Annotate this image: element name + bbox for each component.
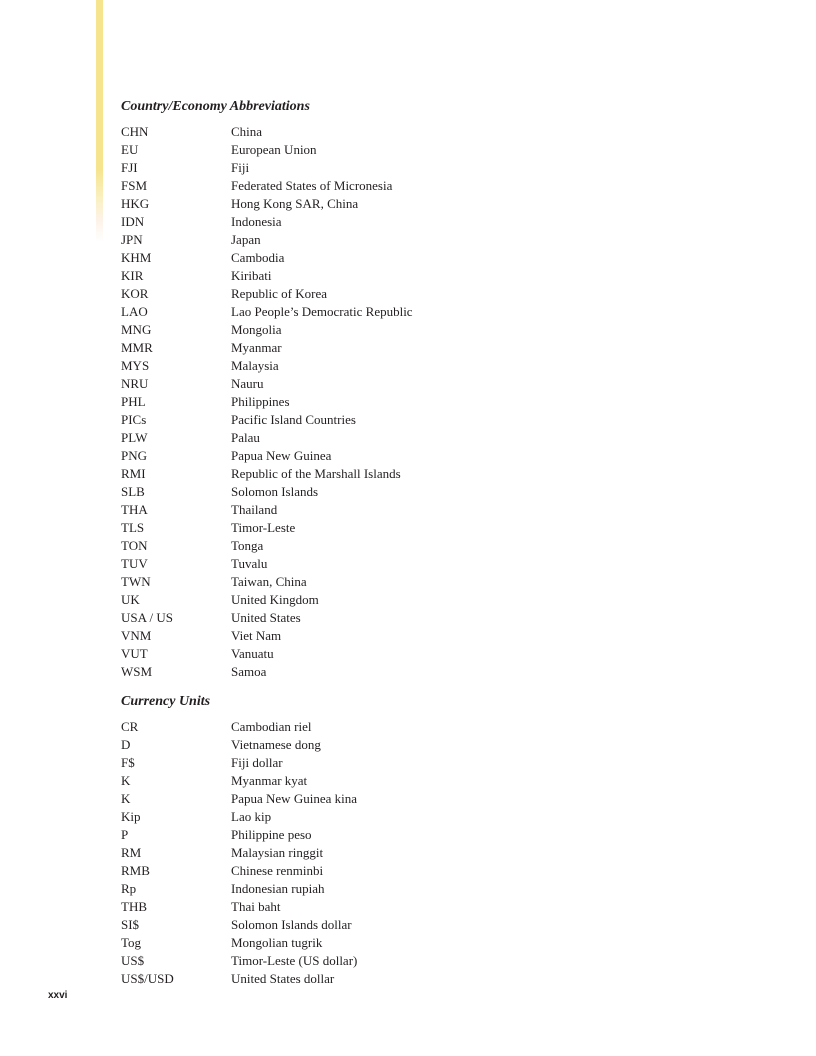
- entry-definition: Philippines: [231, 394, 290, 409]
- entry-row: [121, 826, 721, 844]
- entry-definition: European Union: [231, 142, 317, 157]
- entry-row: [121, 952, 721, 970]
- entry-abbreviation: HKG: [121, 196, 150, 211]
- entry-row: [121, 736, 721, 754]
- entry-abbreviation: Rp: [121, 881, 137, 896]
- entry-abbreviation: CHN: [121, 124, 149, 139]
- entry-row: [121, 177, 721, 195]
- entry-row: [121, 645, 721, 663]
- entry-row: [121, 357, 721, 375]
- entry-abbreviation: WSM: [121, 664, 153, 679]
- entry-abbreviation: PLW: [121, 430, 148, 445]
- entry-row: [121, 141, 721, 159]
- abbreviation-list: [121, 123, 721, 681]
- entry-abbreviation: PHL: [121, 394, 146, 409]
- section-country-economy-abbreviations: [121, 99, 721, 681]
- entry-definition: Pacific Island Countries: [231, 412, 356, 427]
- entry-definition: Myanmar: [231, 340, 282, 355]
- entry-abbreviation: VUT: [121, 646, 148, 661]
- entry-abbreviation: NRU: [121, 376, 149, 391]
- entry-definition: Timor-Leste: [231, 520, 296, 535]
- entry-abbreviation: EU: [121, 142, 139, 157]
- entry-row: [121, 321, 721, 339]
- entry-row: [121, 195, 721, 213]
- entry-definition: Hong Kong SAR, China: [231, 196, 359, 211]
- section-title-currency-units: Currency Units: [121, 694, 211, 709]
- entry-definition: Lao kip: [231, 809, 272, 824]
- entry-definition: Cambodian riel: [231, 719, 312, 734]
- entry-row: [121, 844, 721, 862]
- entry-abbreviation: RMI: [121, 466, 146, 481]
- entry-row: [121, 808, 721, 826]
- entry-definition: Mongolia: [231, 322, 282, 337]
- entry-abbreviation: THA: [121, 502, 148, 517]
- entry-definition: Malaysia: [231, 358, 279, 373]
- entry-abbreviation: KHM: [121, 250, 152, 265]
- entry-abbreviation: MYS: [121, 358, 150, 373]
- entry-row: [121, 393, 721, 411]
- entry-row: [121, 754, 721, 772]
- entry-abbreviation: US$: [121, 953, 145, 968]
- entry-row: [121, 970, 721, 988]
- entry-row: [121, 429, 721, 447]
- entry-definition: Tonga: [231, 538, 264, 553]
- entry-definition: Kiribati: [231, 268, 272, 283]
- entry-abbreviation: SI$: [121, 917, 140, 932]
- entry-abbreviation: TLS: [121, 520, 145, 535]
- entry-definition: Fiji: [231, 160, 250, 175]
- entry-definition: Viet Nam: [231, 628, 282, 643]
- entry-row: [121, 159, 721, 177]
- entry-abbreviation: PICs: [121, 412, 147, 427]
- entry-row: [121, 303, 721, 321]
- entry-abbreviation: UK: [121, 592, 140, 607]
- entry-abbreviation: US$/USD: [121, 971, 174, 986]
- entry-row: [121, 249, 721, 267]
- entry-row: [121, 591, 721, 609]
- entry-row: [121, 555, 721, 573]
- entry-abbreviation: RM: [121, 845, 142, 860]
- section-currency-units: [121, 694, 721, 988]
- entry-row: [121, 411, 721, 429]
- entry-abbreviation: RMB: [121, 863, 150, 878]
- entry-definition: Indonesian rupiah: [231, 881, 325, 896]
- entry-row: [121, 663, 721, 681]
- entry-definition: Solomon Islands: [231, 484, 319, 499]
- entry-abbreviation: IDN: [121, 214, 145, 229]
- entry-abbreviation: FSM: [121, 178, 148, 193]
- entry-row: [121, 483, 721, 501]
- section-title-country-economy-abbreviations: Country/Economy Abbreviations: [121, 99, 310, 114]
- entry-definition: Vietnamese dong: [231, 737, 321, 752]
- entry-definition: China: [231, 124, 263, 139]
- entry-definition: Cambodia: [231, 250, 285, 265]
- entry-row: [121, 609, 721, 627]
- entry-definition: Palau: [231, 430, 260, 445]
- entry-definition: Myanmar kyat: [231, 773, 308, 788]
- entry-abbreviation: KOR: [121, 286, 149, 301]
- entry-definition: United States: [231, 610, 301, 625]
- entry-abbreviation: THB: [121, 899, 147, 914]
- entry-definition: Philippine peso: [231, 827, 312, 842]
- entry-row: [121, 267, 721, 285]
- entry-abbreviation: JPN: [121, 232, 143, 247]
- entry-definition: United States dollar: [231, 971, 335, 986]
- entry-definition: Indonesia: [231, 214, 282, 229]
- entry-abbreviation: TWN: [121, 574, 151, 589]
- entry-abbreviation: VNM: [121, 628, 152, 643]
- entry-abbreviation: P: [121, 827, 129, 842]
- entry-row: [121, 501, 721, 519]
- entry-row: [121, 519, 721, 537]
- entry-row: [121, 447, 721, 465]
- entry-abbreviation: PNG: [121, 448, 148, 463]
- entry-abbreviation: TON: [121, 538, 148, 553]
- entry-abbreviation: SLB: [121, 484, 145, 499]
- entry-abbreviation: FJI: [121, 160, 138, 175]
- entry-row: [121, 465, 721, 483]
- entry-abbreviation: K: [121, 791, 131, 806]
- currency-list: [121, 718, 721, 988]
- entry-definition: Chinese renminbi: [231, 863, 324, 878]
- entry-definition: Nauru: [231, 376, 264, 391]
- entry-row: [121, 772, 721, 790]
- entry-abbreviation: Kip: [121, 809, 141, 824]
- entry-definition: Taiwan, China: [231, 574, 307, 589]
- entry-row: [121, 862, 721, 880]
- entry-definition: Papua New Guinea: [231, 448, 332, 463]
- entry-definition: Timor-Leste (US dollar): [231, 953, 358, 968]
- entry-row: [121, 231, 721, 249]
- entry-definition: Japan: [231, 232, 261, 247]
- entry-row: [121, 790, 721, 808]
- entry-row: [121, 880, 721, 898]
- entry-definition: Malaysian ringgit: [231, 845, 324, 860]
- entry-row: [121, 285, 721, 303]
- entry-definition: Lao People’s Democratic Republic: [231, 304, 413, 319]
- entry-definition: Papua New Guinea kina: [231, 791, 357, 806]
- entry-row: [121, 718, 721, 736]
- entry-row: [121, 123, 721, 141]
- entry-abbreviation: CR: [121, 719, 139, 734]
- entry-definition: Federated States of Micronesia: [231, 178, 393, 193]
- entry-definition: Thai baht: [231, 899, 281, 914]
- entry-definition: Fiji dollar: [231, 755, 283, 770]
- entry-row: [121, 934, 721, 952]
- entry-abbreviation: Tog: [121, 935, 142, 950]
- entry-abbreviation: USA / US: [121, 610, 174, 625]
- entry-row: [121, 213, 721, 231]
- page-number: xxvi: [48, 990, 68, 1001]
- entry-abbreviation: KIR: [121, 268, 144, 283]
- entry-row: [121, 375, 721, 393]
- accent-bar: [96, 0, 103, 242]
- entry-definition: Vanuatu: [231, 646, 274, 661]
- entry-row: [121, 573, 721, 591]
- entry-row: [121, 898, 721, 916]
- entry-abbreviation: K: [121, 773, 131, 788]
- entry-definition: Thailand: [231, 502, 278, 517]
- entry-definition: Republic of Korea: [231, 286, 328, 301]
- entry-row: [121, 537, 721, 555]
- entry-abbreviation: LAO: [121, 304, 148, 319]
- entry-definition: Solomon Islands dollar: [231, 917, 352, 932]
- page-content: [121, 99, 721, 988]
- entry-row: [121, 916, 721, 934]
- entry-definition: Mongolian tugrik: [231, 935, 323, 950]
- entry-abbreviation: F$: [121, 755, 135, 770]
- entry-abbreviation: D: [121, 737, 131, 752]
- entry-definition: Republic of the Marshall Islands: [231, 466, 401, 481]
- entry-abbreviation: TUV: [121, 556, 148, 571]
- entry-row: [121, 339, 721, 357]
- entry-row: [121, 627, 721, 645]
- entry-definition: United Kingdom: [231, 592, 319, 607]
- entry-definition: Samoa: [231, 664, 267, 679]
- entry-definition: Tuvalu: [231, 556, 268, 571]
- entry-abbreviation: MNG: [121, 322, 152, 337]
- entry-abbreviation: MMR: [121, 340, 153, 355]
